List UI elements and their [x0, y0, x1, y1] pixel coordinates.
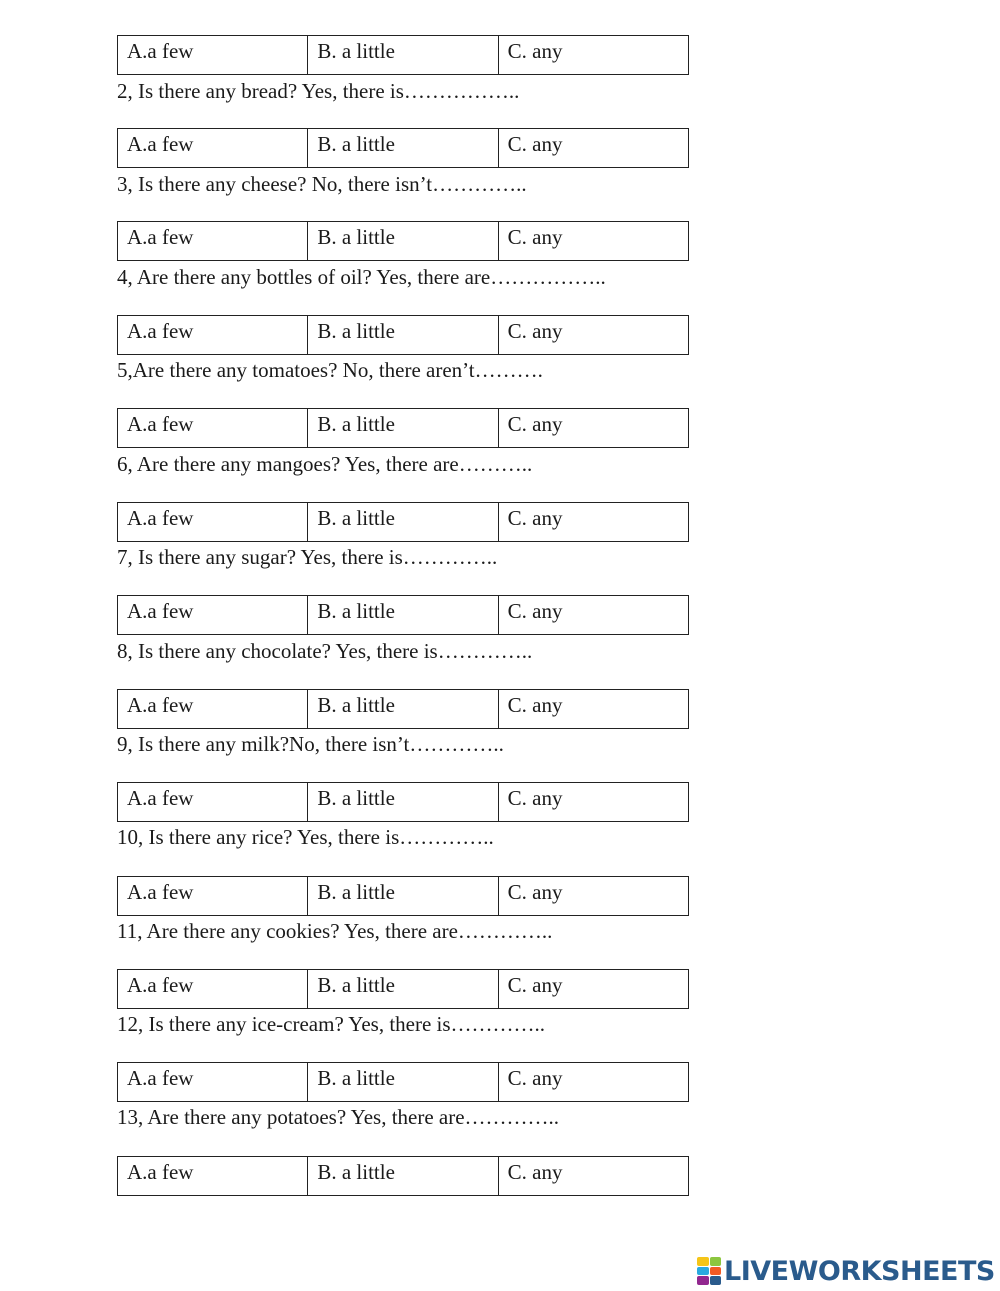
- logo-tile: [697, 1276, 709, 1285]
- question-6: 6, Are there any mangoes? Yes, there are………..: [117, 452, 533, 476]
- logo-tile: [710, 1267, 722, 1276]
- question-12: 12, Is there any ice-cream? Yes, there is…………..: [117, 1012, 546, 1036]
- options-row-12: [117, 1062, 689, 1102]
- options-row-9: [117, 782, 689, 822]
- option-a[interactable]: A.a few: [118, 970, 308, 1008]
- logo-tile: [697, 1257, 709, 1266]
- question-11: 11, Are there any cookies? Yes, there are…………..: [117, 919, 553, 943]
- options-row-1: [117, 35, 689, 75]
- options-row-4: [117, 315, 689, 355]
- option-c[interactable]: C. any: [507, 786, 563, 810]
- options-row-6: [117, 502, 689, 542]
- question-2: 2, Is there any bread? Yes, there is……………..: [117, 79, 520, 103]
- option-b[interactable]: B. a little: [308, 596, 498, 634]
- question-7: 7, Is there any sugar? Yes, there is…………..: [117, 545, 498, 569]
- option-b[interactable]: B. a little: [308, 783, 498, 821]
- option-c[interactable]: C. any: [507, 225, 563, 249]
- option-a[interactable]: A.a few: [118, 877, 308, 915]
- options-row-11: [117, 969, 689, 1009]
- option-b[interactable]: B. a little: [308, 1063, 498, 1101]
- option-c[interactable]: C. any: [507, 693, 563, 717]
- logo-tile: [697, 1267, 709, 1276]
- option-c[interactable]: C. any: [507, 39, 563, 63]
- options-row-8: [117, 689, 689, 729]
- options-row-7: [117, 595, 689, 635]
- option-b[interactable]: B. a little: [308, 316, 498, 354]
- option-c[interactable]: C. any: [507, 880, 563, 904]
- option-a[interactable]: A.a few: [118, 1063, 308, 1101]
- option-b[interactable]: B. a little: [308, 36, 498, 74]
- option-c[interactable]: C. any: [507, 599, 563, 623]
- question-5: 5,Are there any tomatoes? No, there aren’t……….: [117, 358, 543, 382]
- option-b[interactable]: B. a little: [308, 222, 498, 260]
- option-c[interactable]: C. any: [507, 506, 563, 530]
- option-b[interactable]: B. a little: [308, 970, 498, 1008]
- options-row-3: [117, 221, 689, 261]
- logo-tile: [710, 1257, 722, 1266]
- option-b[interactable]: B. a little: [308, 1157, 498, 1195]
- option-a[interactable]: A.a few: [118, 1157, 308, 1195]
- liveworksheets-logo[interactable]: [697, 1254, 995, 1288]
- option-a[interactable]: A.a few: [118, 690, 308, 728]
- option-a[interactable]: A.a few: [118, 222, 308, 260]
- option-c[interactable]: C. any: [507, 319, 563, 343]
- options-row-13: [117, 1156, 689, 1196]
- question-3: 3, Is there any cheese? No, there isn’t…………..: [117, 172, 527, 196]
- options-row-2: [117, 128, 689, 168]
- option-b[interactable]: B. a little: [308, 409, 498, 447]
- option-b[interactable]: B. a little: [308, 129, 498, 167]
- option-c[interactable]: C. any: [507, 973, 563, 997]
- question-8: 8, Is there any chocolate? Yes, there is…………..: [117, 639, 533, 663]
- option-c[interactable]: C. any: [507, 412, 563, 436]
- question-10: 10, Is there any rice? Yes, there is…………..: [117, 825, 494, 849]
- options-row-5: [117, 408, 689, 448]
- option-c[interactable]: C. any: [507, 1066, 563, 1090]
- option-a[interactable]: A.a few: [118, 129, 308, 167]
- question-13: 13, Are there any potatoes? Yes, there are…………..: [117, 1105, 560, 1129]
- option-c[interactable]: C. any: [507, 1160, 563, 1184]
- option-a[interactable]: A.a few: [118, 316, 308, 354]
- option-c[interactable]: C. any: [507, 132, 563, 156]
- option-a[interactable]: A.a few: [118, 409, 308, 447]
- option-a[interactable]: A.a few: [118, 783, 308, 821]
- option-b[interactable]: B. a little: [308, 503, 498, 541]
- option-b[interactable]: B. a little: [308, 690, 498, 728]
- option-a[interactable]: A.a few: [118, 596, 308, 634]
- logo-tile: [710, 1276, 722, 1285]
- options-row-10: [117, 876, 689, 916]
- question-4: 4, Are there any bottles of oil? Yes, there are……………..: [117, 265, 606, 289]
- option-b[interactable]: B. a little: [308, 877, 498, 915]
- option-a[interactable]: A.a few: [118, 36, 308, 74]
- logo-text: LIVEWORKSHEETS: [724, 1255, 995, 1287]
- liveworksheets-logo-icon: [697, 1257, 721, 1285]
- option-a[interactable]: A.a few: [118, 503, 308, 541]
- question-9: 9, Is there any milk?No, there isn’t…………..: [117, 732, 504, 756]
